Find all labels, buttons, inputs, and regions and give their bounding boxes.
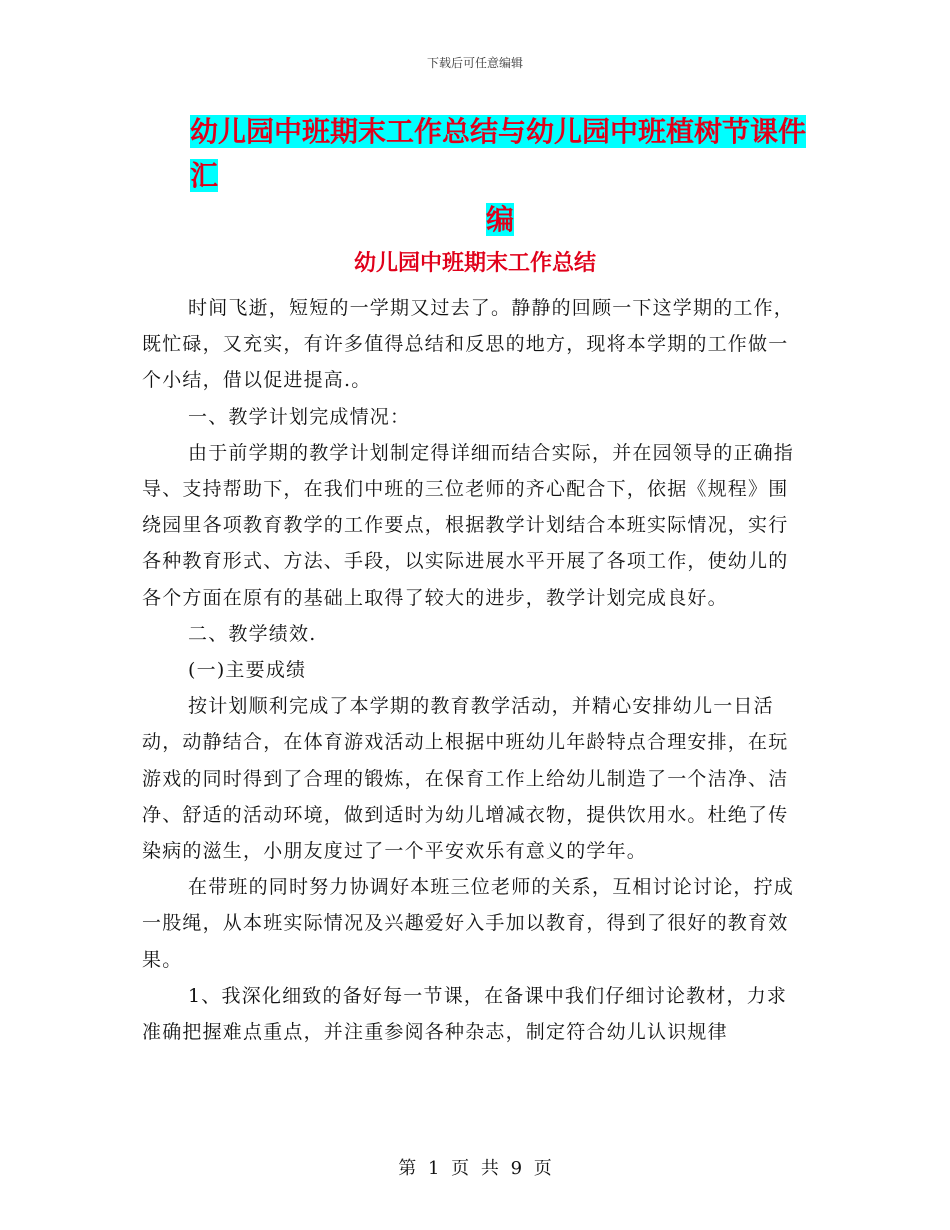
subheading-main-achievements: (一)主要成绩 xyxy=(188,659,307,682)
body-text xyxy=(142,290,806,1050)
title-line-1: 幼儿园中班期末工作总结与幼儿园中班植树节课件汇 xyxy=(190,115,807,192)
page-footer: 第 1 页 共 9 页 xyxy=(398,1158,552,1179)
paragraph-intro: 时间飞逝，短短的一学期又过去了。静静的回顾一下这学期的工作，既忙碌，又充实，有许多值得总结和反思的地方，现将本学期的工作做一个小结，借以促进提高.。 xyxy=(142,297,795,392)
paragraph-teamwork: 在带班的同时努力协调好本班三位老师的关系，互相讨论讨论，拧成一股绳，从本班实际情况及兴趣爱好入手加以教育，得到了很好的教育效果。 xyxy=(142,876,795,971)
heading-plan-completion: 一、教学计划完成情况： xyxy=(188,405,411,428)
heading-teaching-performance: 二、教学绩效. xyxy=(188,622,317,645)
paragraph-plan-completion: 由于前学期的教学计划制定得详细而结合实际，并在园领导的正确指导、支持帮助下，在我们中班的三位老师的齐心配合下，依据《规程》围绕园里各项教育教学的工作要点，根据教学计划结合本班实际情况，实行各种教育形式、方法、手段，以实际进展水平开展了各项工作，使幼儿的各个方面在原有的基础上取得了较大的进步，教学计划完成良好。 xyxy=(142,441,795,609)
title-line-2: 编 xyxy=(485,203,514,236)
document-title xyxy=(190,110,810,242)
section-title: 幼儿园中班期末工作总结 xyxy=(353,251,596,276)
paragraph-lesson-prep: 1、我深化细致的备好每一节课，在备课中我们仔细讨论教材，力求准确把握难点重点，并注重参阅各种杂志，制定符合幼儿认识规律 xyxy=(142,984,788,1044)
header-note: 下载后可任意编辑 xyxy=(426,56,523,70)
paragraph-achievements: 按计划顺利完成了本学期的教育教学活动，并精心安排幼儿一日活动，动静结合，在体育游戏活动上根据中班幼儿年龄特点合理安排，在玩游戏的同时得到了合理的锻炼，在保育工作上给幼儿制造了一个洁净、洁净、舒适的活动环境，做到适时为幼儿增减衣物，提供饮用水。杜绝了传染病的滋生，小朋友度过了一个平安欢乐有意义的学年。 xyxy=(142,695,789,863)
